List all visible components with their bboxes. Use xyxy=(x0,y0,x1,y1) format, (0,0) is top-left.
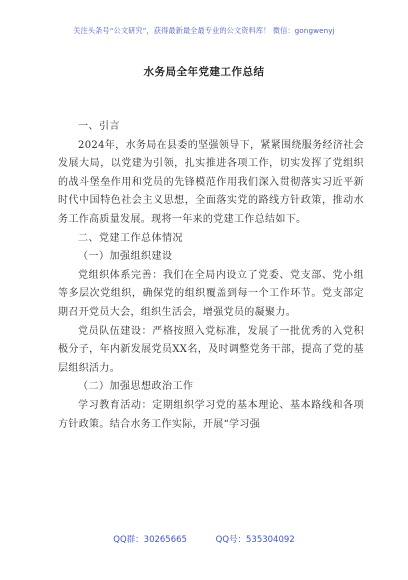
section-heading: 二、党建工作总体情况 xyxy=(78,232,183,244)
footer-qq-group: QQ群：30265665 xyxy=(113,535,187,545)
subsection-heading: （二）加强思想政治工作 xyxy=(78,381,194,393)
body-paragraph: 学习教育活动：定期组织学习党的基本理论、基本路线和各项方针政策。结合水务工作实际，开展“学习强 xyxy=(58,399,364,430)
body-paragraph: 党组织体系完善：我们在全局内设立了党委、党支部、党小组等多层次党组织，确保党的组织覆盖到每一个工作环节。党支部定期召开党员大会，组织生活会，增强党员的凝聚力。 xyxy=(58,269,364,318)
footer-contact xyxy=(0,533,408,545)
document-body xyxy=(58,118,364,434)
footer-qq-number: QQ号：535304092 xyxy=(215,535,295,545)
subsection-heading: （一）加强组织建设 xyxy=(78,251,173,263)
body-paragraph: 2024年，水务局在县委的坚强领导下，紧紧围绕服务经济社会发展大局，以党建为引领，扎实推进各项工作，切实发挥了党组织的战斗堡垒作用和党员的先锋模范作用我们深入贯彻落实习近平新时代中国特色社会主义思想，全面落实党的路线方针政策，推动水务工作高质量发展。现将一年来的党建工作总结如下。 xyxy=(58,139,364,225)
document-title: 水务局全年党建工作总结 xyxy=(143,66,265,78)
section-heading: 一、引言 xyxy=(78,121,120,132)
header-banner: 关注头条号“公文研究”，获得最新最全最专业的公文资料库！ 微信：gongwenyj xyxy=(73,26,335,35)
body-paragraph: 党员队伍建设：严格按照入党标准，发展了一批优秀的入党积极分子，年内新发展党员XX名，及时调整党务干部，提高了党的基层组织活力。 xyxy=(58,325,364,374)
